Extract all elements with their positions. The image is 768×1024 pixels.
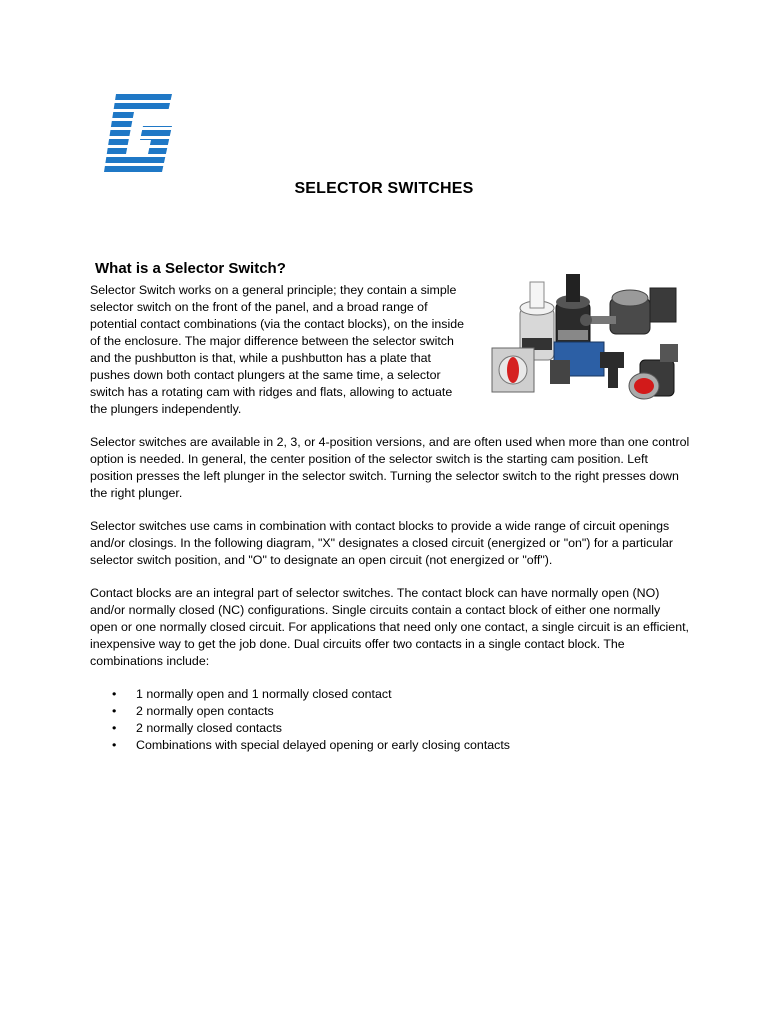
paragraph-positions: Selector switches are available in 2, 3, or 4-position versions, and are often used when more than one control option is needed. In general, the center position of the selector switch is the starting cam position. Left position presses the left plunger in the selector switch. Turning the selector switch to the right presses down the right plunger. bbox=[90, 435, 690, 500]
list-item bbox=[90, 737, 510, 754]
section-heading: What is a Selector Switch? bbox=[95, 260, 286, 277]
selector-switch-black-tall bbox=[556, 274, 590, 350]
paragraph-contact-blocks: Contact blocks are an integral part of selector switches. The contact block can have normally open (NO) and/or normally closed (NC) configurations. Single circuits contain a contact block of either one normally open or one normally closed circuit. For applications that need only one contact, a single circuit is an efficient, inexpensive way to get the job done. Dual circuits offer two contacts in a single contact block. The combinations include: bbox=[90, 586, 689, 668]
page-title: SELECTOR SWITCHES bbox=[294, 180, 474, 197]
list-item-text: 1 normally open and 1 normally closed contact bbox=[136, 687, 392, 701]
list-item-text: 2 normally closed contacts bbox=[136, 721, 283, 735]
combinations-list bbox=[90, 686, 510, 754]
bullet-icon: • bbox=[112, 721, 117, 735]
list-item bbox=[90, 720, 510, 737]
list-item-text: 2 normally open contacts bbox=[136, 704, 274, 718]
list-item bbox=[90, 686, 510, 703]
bullet-icon: • bbox=[112, 738, 117, 752]
list-item bbox=[90, 703, 510, 720]
bullet-icon: • bbox=[112, 704, 117, 718]
selector-switch-red-round bbox=[629, 344, 678, 399]
list-item-text: Combinations with special delayed opening or early closing contacts bbox=[136, 738, 510, 752]
paragraph-cams: Selector switches use cams in combination with contact blocks to provide a wide range of circuit openings and/or closings. In the following diagram, "X" designates a closed circuit (energized or "on") for a particular selector switch position, and "O" to designate an open circuit (not energized or "off"). bbox=[90, 519, 674, 567]
bullet-icon: • bbox=[112, 687, 117, 701]
selector-switch-blue-body bbox=[550, 342, 624, 388]
selector-switches-photo bbox=[490, 268, 685, 413]
key-switch bbox=[580, 288, 676, 334]
company-logo-icon bbox=[100, 92, 174, 174]
intro-paragraph: Selector Switch works on a general principle; they contain a simple selector switch on the front of the panel, and a broad range of potential contact combinations (via the contact blocks), on the inside of the enclosure. The major difference between the selector switch and the pushbutton is that, while a pushbutton has a plate that pushes down both contact plungers at the same time, a selector switch has a rotating cam with ridges and flats, allowing to actuate the plungers independently. bbox=[90, 283, 464, 416]
selector-switch-red-square bbox=[492, 348, 534, 392]
